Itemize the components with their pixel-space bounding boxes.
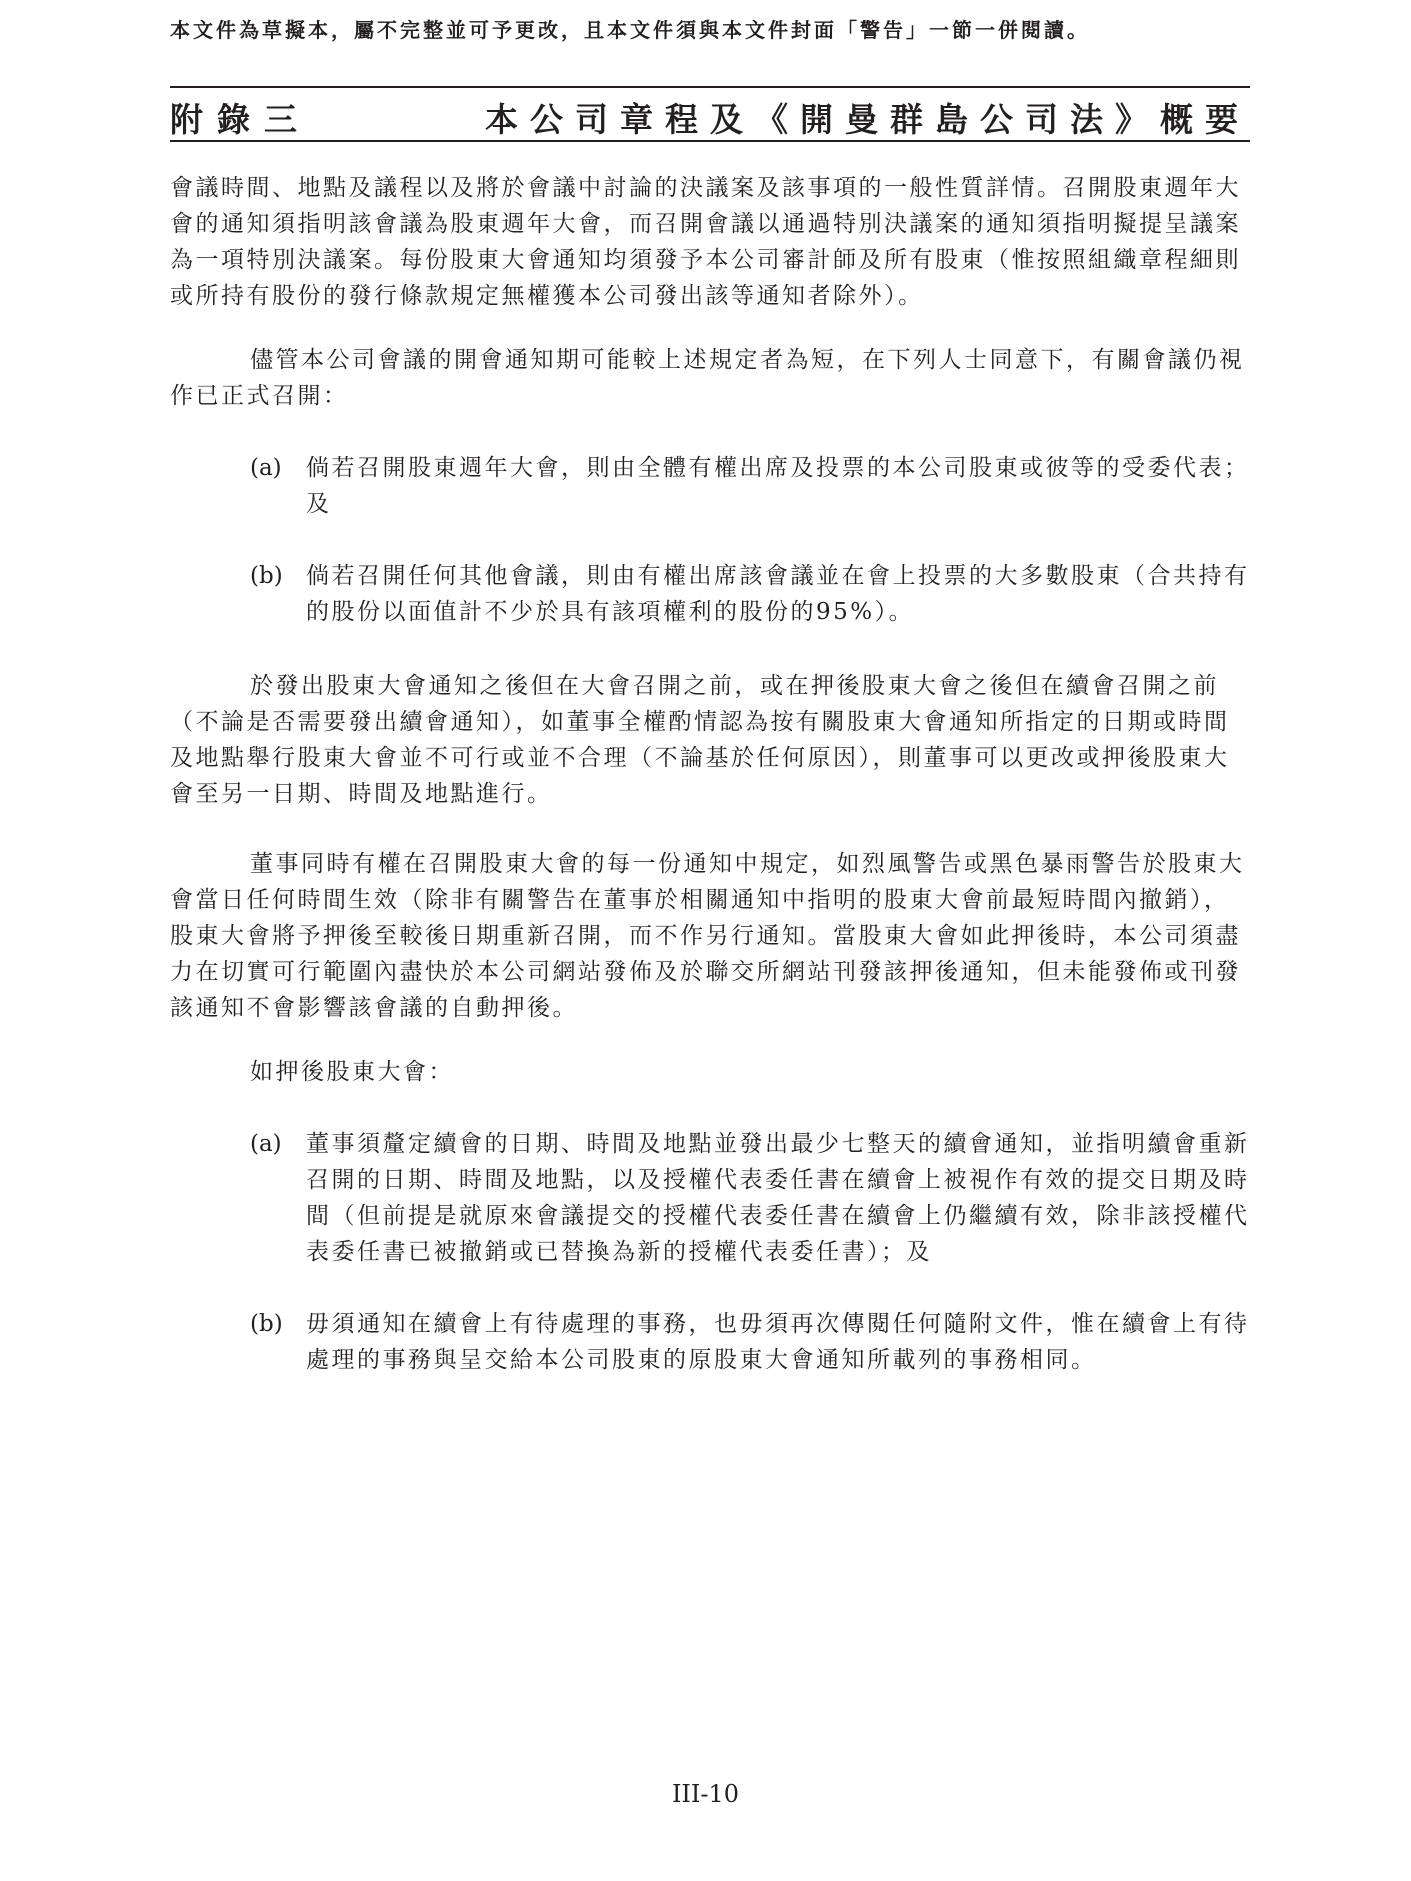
- list-item-label: (a): [250, 1131, 282, 1157]
- list-item-label: (a): [250, 455, 282, 481]
- page-number: III-10: [671, 1780, 740, 1808]
- list-item-text: 倘若召開任何其他會議，則由有權出席該會議並在會上投票的大多數股東（合共持有的股份以面值計不少於具有該項權利的股份的95%）。: [306, 563, 1250, 625]
- list-item-text: 毋須通知在續會上有待處理的事務，也毋須再次傳閱任何隨附文件，惟在續會上有待處理的事務與呈交給本公司股東的原股東大會通知所載列的事務相同。: [306, 1311, 1250, 1373]
- list-item-label: (b): [250, 563, 283, 589]
- header-title: 本公司章程及《開曼群島公司法》概要: [485, 100, 1250, 139]
- list-item-text: 倘若召開股東週年大會，則由全體有權出席及投票的本公司股東或彼等的受委代表；及: [306, 455, 1250, 517]
- list-item: [250, 1126, 1250, 1270]
- list-item: [250, 558, 1250, 630]
- paragraph-if-postponed: 如押後股東大會：: [250, 1059, 454, 1085]
- list-item-text: 董事須釐定續會的日期、時間及地點並發出最少七整天的續會通知，並指明續會重新召開的日期、時間及地點，以及授權代表委任書在續會上被視作有效的提交日期及時間（但前提是就原來會議提交的授權代表委任書在續會上仍繼續有效，除非該授權代表委任書已被撤銷或已替換為新的授權代表委任書）；及: [306, 1131, 1250, 1265]
- page-header: [170, 86, 1250, 142]
- paragraph-weather-warning: 董事同時有權在召開股東大會的每一份通知中規定，如烈風警告或黑色暴雨警告於股東大會當日任何時間生效（除非有關警告在董事於相關通知中指明的股東大會前最短時間內撤銷），股東大會將予押後至較後日期重新召開，而不作另行通知。當股東大會如此押後時，本公司須盡力在切實可行範圍內盡快於本公司網站發佈及於聯交所網站刊發該押後通知，但未能發佈或刊發該通知不會影響該會議的自動押後。: [170, 851, 1245, 1021]
- paragraph-short-notice: 儘管本公司會議的開會通知期可能較上述規定者為短，在下列人士同意下，有關會議仍視作已正式召開：: [170, 347, 1245, 409]
- list-item-label: (b): [250, 1311, 283, 1337]
- draft-disclaimer: 本文件為草擬本，屬不完整並可予更改，且本文件須與本文件封面「警告」一節一併閱讀。: [170, 18, 1090, 42]
- paragraph-postpone-change: 於發出股東大會通知之後但在大會召開之前，或在押後股東大會之後但在續會召開之前（不論是否需要發出續會通知），如董事全權酌情認為按有關股東大會通知所指定的日期或時間及地點舉行股東大會並不可行或並不合理（不論基於任何原因），則董事可以更改或押後股東大會至另一日期、時間及地點進行。: [170, 673, 1230, 807]
- paragraph-notice-details: 會議時間、地點及議程以及將於會議中討論的決議案及該事項的一般性質詳情。召開股東週年大會的通知須指明該會議為股東週年大會，而召開會議以通過特別決議案的通知須指明擬提呈議案為一項特別決議案。每份股東大會通知均須發予本公司審計師及所有股東（惟按照組織章程細則或所持有股份的發行條款規定無權獲本公司發出該等通知者除外）。: [170, 175, 1241, 309]
- appendix-label: 附錄三: [170, 100, 311, 139]
- list-item: [250, 450, 1250, 522]
- list-item: [250, 1306, 1250, 1378]
